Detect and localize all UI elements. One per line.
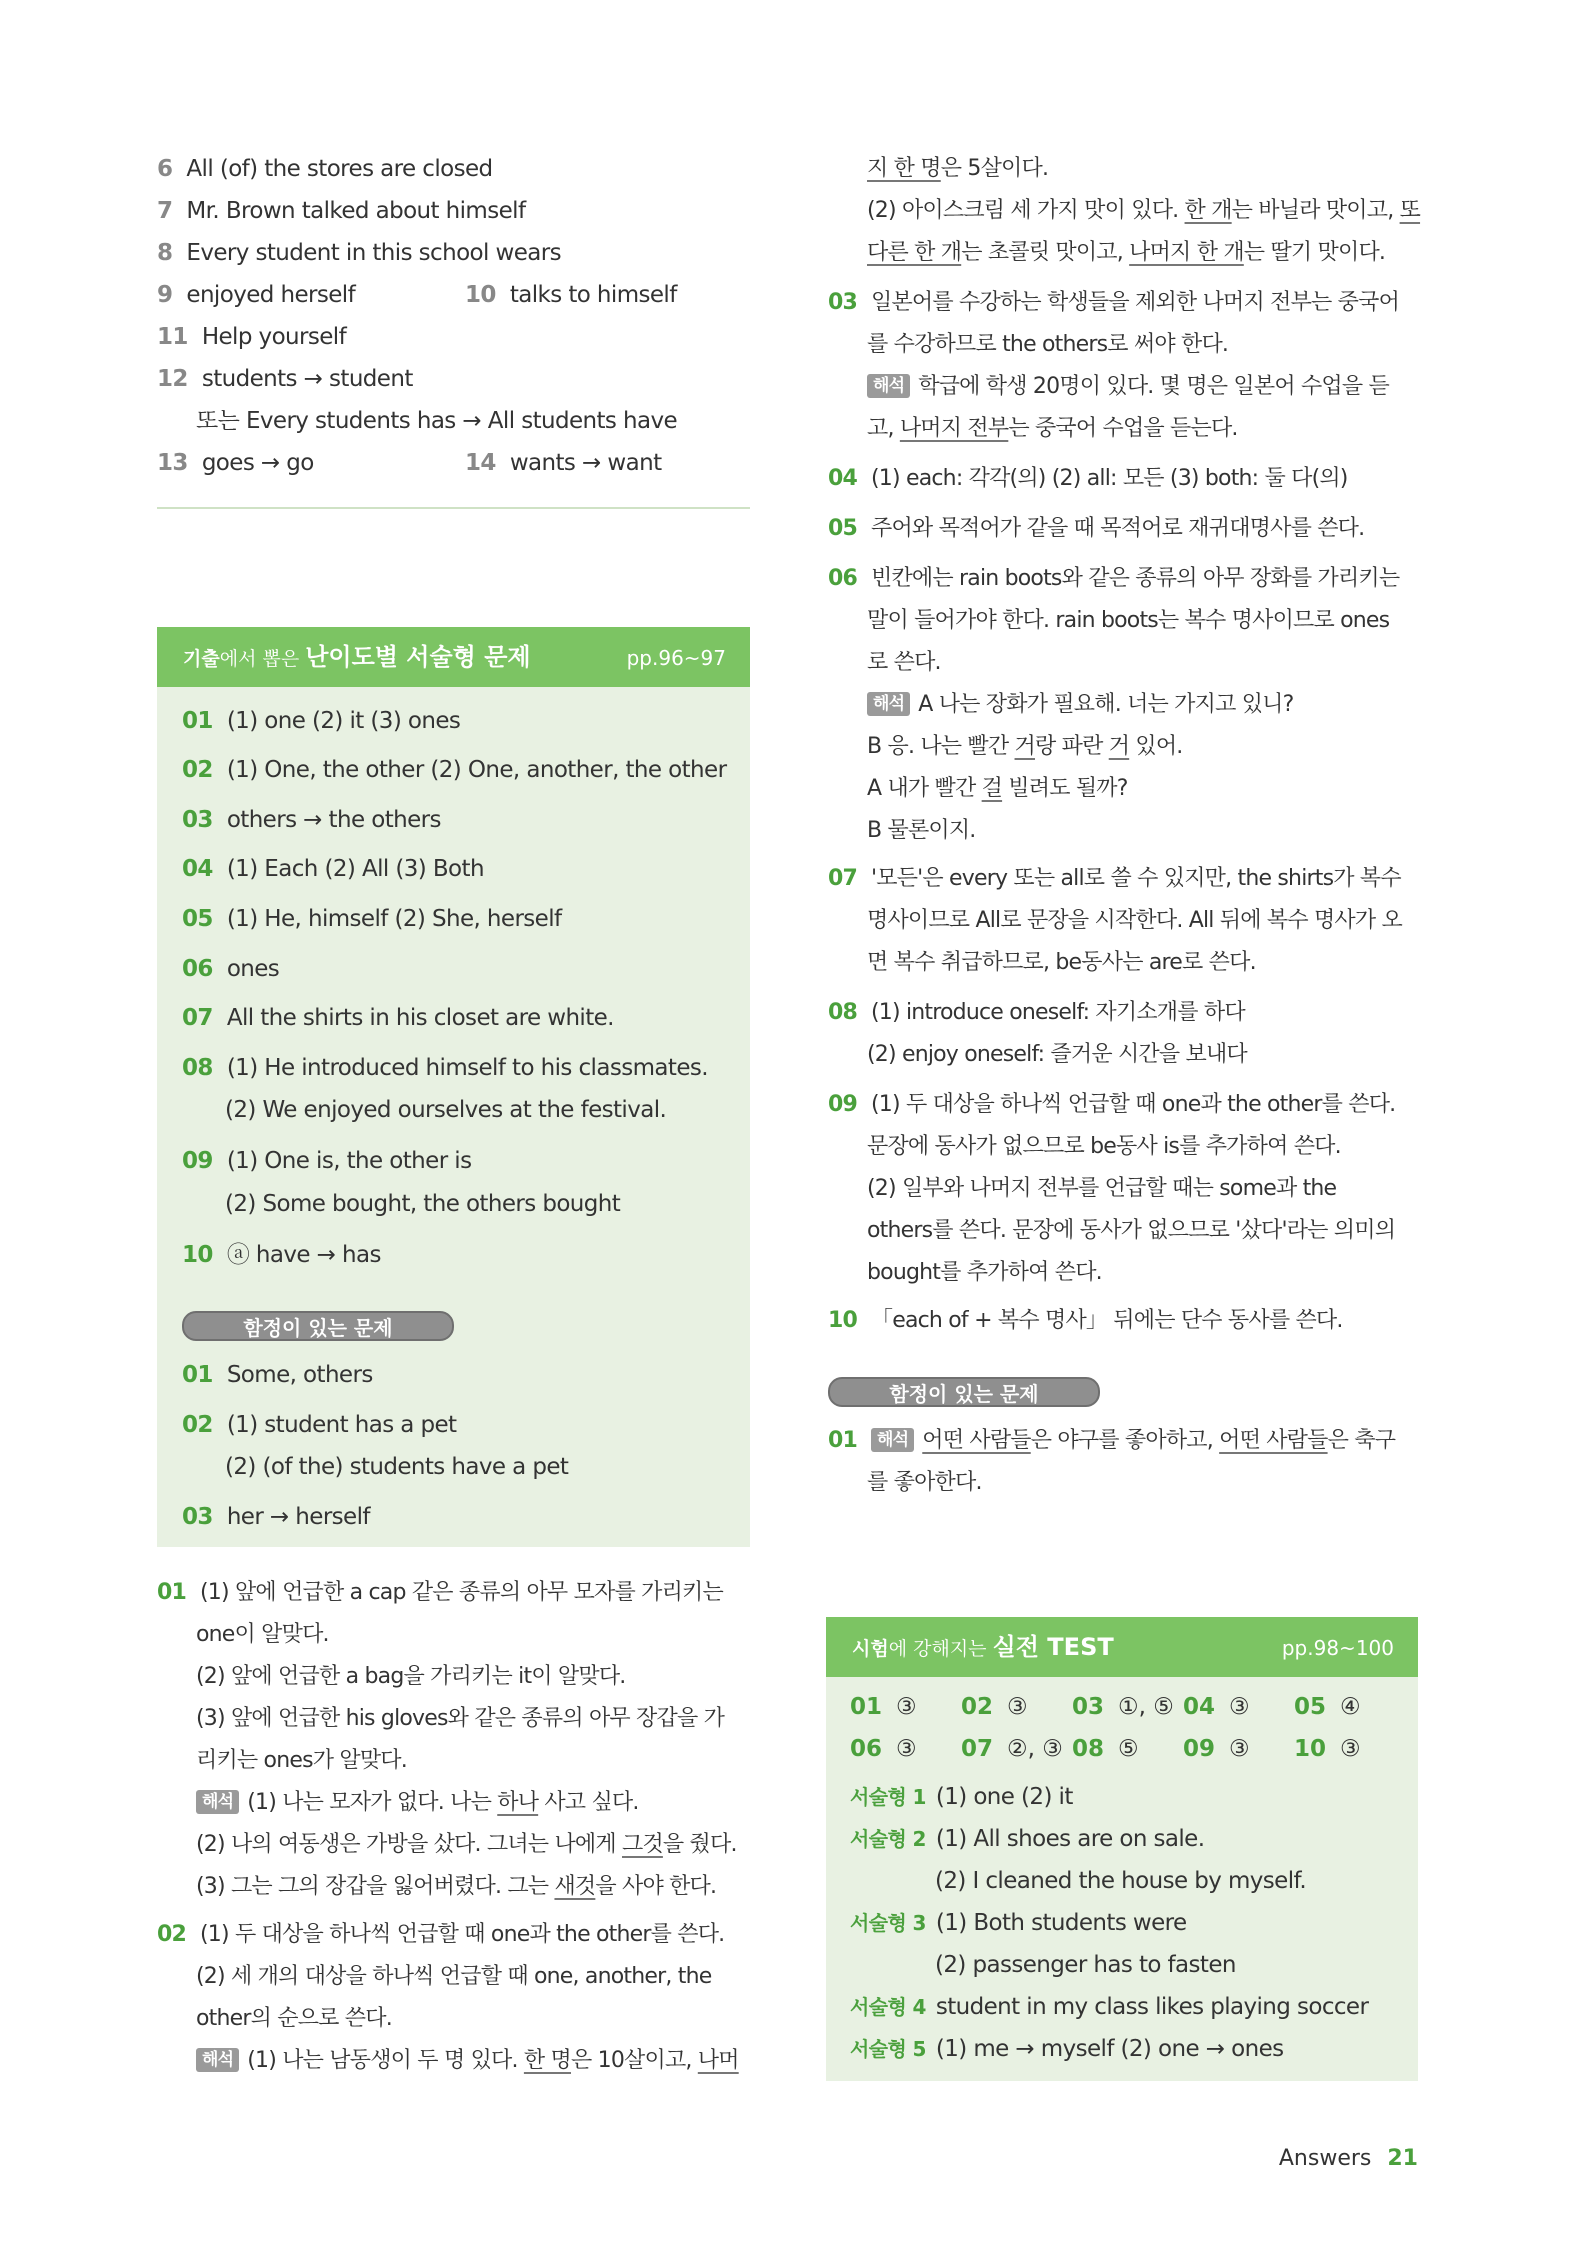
essay-answer: 서술형 2 (1) All shoes are on sale. [850,1826,1205,1852]
essay-answer: 서술형 1 (1) one (2) it [850,1784,1073,1810]
explanation-line: 02 (1) 두 대상을 하나씩 언급할 때 one과 the other를 쓴다. [157,1922,725,1947]
translation-line: 고, 나머지 전부는 중국어 수업을 듣는다. [867,416,1238,441]
explanation-line: 리키는 ones가 알맞다. [196,1748,407,1773]
answer-line: 05 (1) He, himself (2) She, herself [182,906,562,932]
explanation-line: 05 주어와 목적어가 같을 때 목적어로 재귀대명사를 쓴다. [828,516,1365,541]
translation-line: 해석 A 나는 장화가 필요해. 너는 가지고 있니? [867,690,1294,720]
translation-line: 01 해석 어떤 사람들은 야구를 좋아하고, 어떤 사람들은 축구 [828,1428,1396,1453]
translation-line: (2) 나의 여동생은 가방을 샀다. 그녀는 나에게 그것을 줬다. [196,1832,737,1857]
explanation-line: 01 (1) 앞에 언급한 a cap 같은 종류의 아무 모자를 가리키는 [157,1580,723,1605]
answer-line: 7 Mr. Brown talked about himself [157,198,526,224]
mc-answer: 01 ③ [850,1694,917,1720]
translation-line: 해석 (1) 나는 남동생이 두 명 있다. 한 명은 10살이고, 나머 [196,2046,739,2076]
answer-line: 01 (1) one (2) it (3) ones [182,708,461,734]
translation-line: B 응. 나는 빨간 거랑 파란 거 있어. [867,734,1183,759]
trap-question-label: 함정이 있는 문제 [182,1311,454,1341]
translation-line: 해석 (1) 나는 모자가 없다. 나는 하나 사고 싶다. [196,1788,639,1818]
explanation-line: 07 '모든'은 every 또는 all로 쓸 수 있지만, the shirts가 복수 [828,866,1401,891]
answer-line: 6 All (of) the stores are closed [157,156,493,182]
mc-answer: 02 ③ [961,1694,1028,1720]
explanation-line: 10 「each of + 복수 명사」 뒤에는 단수 동사를 쓴다. [828,1308,1343,1333]
translation-tag: 해석 [196,2048,239,2072]
answer-line: 12 students → student [157,366,413,392]
explanation-line: 08 (1) introduce oneself: 자기소개를 하다 [828,1000,1245,1025]
answer-line: 9 enjoyed herself [157,282,356,308]
mc-answer: 04 ③ [1183,1694,1250,1720]
answer-line: (2) Some bought, the others bought [225,1191,621,1217]
mc-answer: 09 ③ [1183,1736,1250,1762]
mc-answer: 05 ④ [1294,1694,1361,1720]
answer-line: 04 (1) Each (2) All (3) Both [182,856,484,882]
answer-line: 06 ones [182,956,280,982]
answer-line: 11 Help yourself [157,324,347,350]
essay-answer: 서술형 4 student in my class likes playing soccer [850,1994,1369,2020]
mc-answer: 08 ⑤ [1072,1736,1139,1762]
explanation-line: other의 순으로 쓴다. [196,2006,392,2031]
divider [157,507,750,509]
answer-line: (2) (of the) students have a pet [225,1454,569,1480]
translation-line: 해석 학급에 학생 20명이 있다. 몇 명은 일본어 수업을 듣 [867,372,1389,402]
answer-line: 03 others → the others [182,807,441,833]
translation-line: (3) 그는 그의 장갑을 잃어버렸다. 그는 새것을 사야 한다. [196,1874,717,1899]
explanation-line: (2) enjoy oneself: 즐거운 시간을 보내다 [867,1042,1247,1067]
answer-line: 03 her → herself [182,1504,370,1530]
section-title: 기출에서 뽑은 난이도별 서술형 문제 [183,643,531,671]
translation-line: B 물론이지. [867,818,976,843]
explanation-line: (2) 세 개의 대상을 하나씩 언급할 때 one, another, the [196,1964,712,1989]
mc-answer: 07 ②, ③ [961,1736,1063,1762]
answer-line: 14 wants → want [465,450,662,476]
essay-answer: (2) passenger has to fasten [935,1952,1236,1978]
explanation-line: 03 일본어를 수강하는 학생들을 제외한 나머지 전부는 중국어 [828,290,1400,315]
answer-line: 8 Every student in this school wears [157,240,562,266]
answer-line: 02 (1) student has a pet [182,1412,457,1438]
explanation-line: 를 수강하므로 the others로 써야 한다. [867,332,1229,357]
translation-line: A 내가 빨간 걸 빌려도 될까? [867,776,1128,801]
page-range: pp.96~97 [626,646,726,670]
answer-line: 10 ⓐ have → has [182,1242,381,1268]
translation-tag: 해석 [196,1790,239,1814]
translation-tag: 해석 [867,692,910,716]
explanation-line: bought를 추가하여 쓴다. [867,1260,1102,1285]
translation-tag: 해석 [867,374,910,398]
answer-line: 08 (1) He introduced himself to his classmates. [182,1055,708,1081]
answer-line: 13 goes → go [157,450,314,476]
answer-line: (2) We enjoyed ourselves at the festival. [225,1097,667,1123]
page-footer: Answers 21 [1278,2146,1418,2171]
answer-line: 10 talks to himself [465,282,677,308]
explanation-line: (3) 앞에 언급한 his gloves와 같은 종류의 아무 장갑을 가 [196,1706,725,1731]
translation-line: 다른 한 개는 초콜릿 맛이고, 나머지 한 개는 딸기 맛이다. [867,240,1386,265]
explanation-line: 04 (1) each: 각각(의) (2) all: 모든 (3) both: 둘 다(의) [828,466,1348,491]
answer-line: 01 Some, others [182,1362,373,1388]
page-range: pp.98~100 [1281,1636,1394,1660]
explanation-line: 명사이므로 All로 문장을 시작한다. All 뒤에 복수 명사가 오 [867,908,1402,933]
translation-tag: 해석 [871,1428,914,1452]
page-number: 21 [1387,2146,1418,2171]
answer-line: 07 All the shirts in his closet are white. [182,1005,614,1031]
translation-line: (2) 아이스크림 세 가지 맛이 있다. 한 개는 바닐라 맛이고, 또 [867,198,1421,223]
section-header [157,627,750,687]
translation-line: 를 좋아한다. [867,1470,982,1495]
explanation-line: others를 쓴다. 문장에 동사가 없으므로 '샀다'라는 의미의 [867,1218,1396,1243]
explanation-line: 06 빈칸에는 rain boots와 같은 종류의 아무 장화를 가리키는 [828,566,1400,591]
mc-answer: 03 ①, ⑤ [1072,1694,1174,1720]
answer-line: 02 (1) One, the other (2) One, another, the other [182,757,727,783]
explanation-line: (2) 앞에 언급한 a bag을 가리키는 it이 알맞다. [196,1664,626,1689]
answer-line: 09 (1) One is, the other is [182,1148,472,1174]
essay-answer: (2) I cleaned the house by myself. [935,1868,1307,1894]
explanation-line: one이 알맞다. [196,1622,329,1647]
explanation-line: 말이 들어가야 한다. rain boots는 복수 명사이므로 ones [867,608,1390,633]
essay-answer: 서술형 5 (1) me → myself (2) one → ones [850,2036,1284,2062]
mc-answer: 10 ③ [1294,1736,1361,1762]
explanation-line: 09 (1) 두 대상을 하나씩 언급할 때 one과 the other를 쓴다. [828,1092,1396,1117]
section-title: 시험에 강해지는 실전 TEST [852,1633,1114,1661]
explanation-line: 면 복수 취급하므로, be동사는 are로 쓴다. [867,950,1256,975]
trap-question-label: 함정이 있는 문제 [828,1377,1100,1407]
translation-line: 지 한 명은 5살이다. [867,156,1049,181]
mc-answer: 06 ③ [850,1736,917,1762]
section-header [826,1617,1418,1677]
explanation-line: (2) 일부와 나머지 전부를 언급할 때는 some과 the [867,1176,1337,1201]
explanation-line: 문장에 동사가 없으므로 be동사 is를 추가하여 쓴다. [867,1134,1341,1159]
answer-line: 또는 Every students has → All students have [196,408,678,434]
essay-answer: 서술형 3 (1) Both students were [850,1910,1187,1936]
explanation-line: 로 쓴다. [867,650,941,675]
